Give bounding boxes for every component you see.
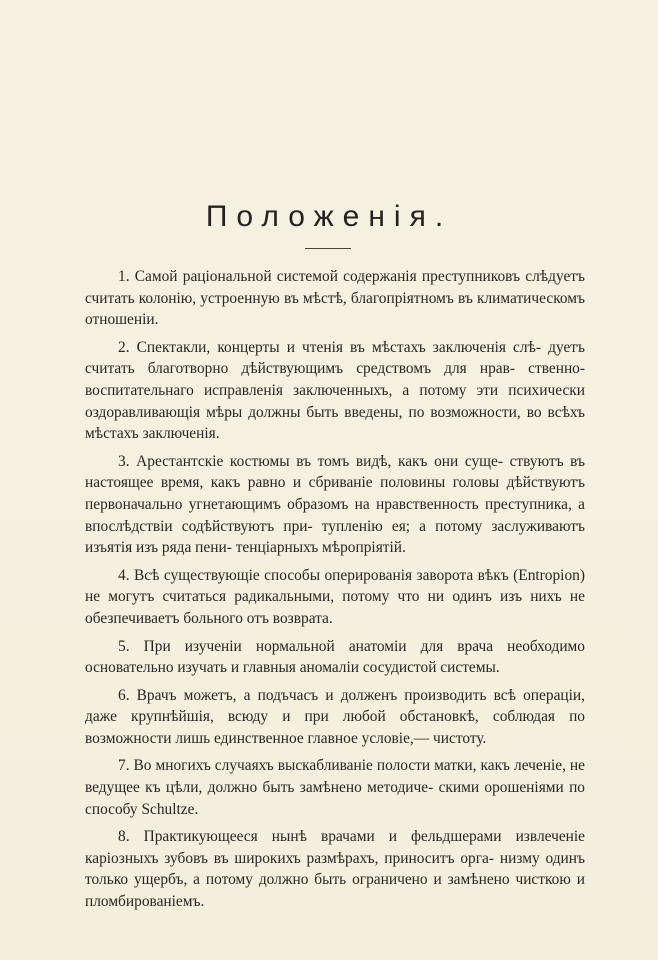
thesis-4 [85, 565, 585, 630]
title-rule [305, 248, 351, 249]
text-line: эти психически оздоравливающія мѣры должны быть введены, [85, 381, 585, 421]
text-line: головы дѣйствуютъ первоначально угнетающимъ образомъ на [85, 474, 585, 513]
text-line: 8. Практикующееся нынѣ врачами и фельдшерами извлеченіе [118, 828, 585, 846]
text-line: 6. Врачъ можетъ, а подъчасъ и долженъ производить всѣ [118, 686, 516, 704]
thesis-8 [85, 826, 585, 912]
text-line: 5. При изученіи нормальной анатоміи для врача необходимо [118, 637, 585, 655]
text-line: леченіе, не ведущее къ цѣли, должно быть замѣнено методиче- [85, 757, 585, 797]
text-line: ственно-воспитательнаго исправленія заключенныхъ, а потому [85, 360, 585, 399]
text-line: слѣдуетъ считать колонію, устроенную въ мѣстѣ, благопріятномъ [85, 268, 585, 307]
thesis-2 [85, 337, 585, 445]
text-line: нравственность преступника, а впослѣдствіи содѣйствуютъ при- [85, 495, 585, 535]
theses-body [85, 266, 585, 919]
page-title: Положенія. [205, 200, 453, 233]
thesis-5 [85, 636, 585, 679]
text-line: 3. Арестантскіе костюмы въ томъ видѣ, какъ они суще- [118, 452, 503, 470]
text-line: одинъ изъ нихъ не обезпечиваетъ больного отъ возврата. [85, 588, 585, 627]
text-line: и замѣнено чисткою и пломбированіемъ. [85, 871, 585, 911]
text-line: каріозныхъ зубовъ въ широкихъ размѣрахъ, приноситъ орга- [85, 849, 495, 867]
text-line: скими орошеніями по способу Schultze. [85, 779, 586, 818]
text-line: тенціарныхъ мѣропріятій. [235, 539, 406, 557]
text-line: 1. Самой раціональной системой содержанія преступниковъ [118, 268, 521, 285]
thesis-1 [85, 266, 585, 331]
thesis-3 [85, 451, 585, 559]
text-line: дуетъ считать благотворно дѣйствующимъ средствомъ для нрав- [85, 338, 585, 378]
text-line: низму одинъ только ущербъ, а потому должно быть ограничено [85, 849, 585, 889]
thesis-6 [85, 685, 585, 750]
text-line: чистоту. [433, 729, 487, 747]
thesis-7 [85, 755, 585, 820]
text-line: тупленію ея; а потому заслуживаютъ изъятія изъ ряда пени- [85, 517, 585, 557]
text-line: 7. Во многихъ случаяхъ выскабливаніе полости матки, какъ [118, 757, 511, 775]
text-line: 4. Всѣ существующіе способы оперированія заворота вѣкъ [118, 566, 509, 584]
text-line: операціи, даже крупнѣйшія, всюду и при любой обстановкѣ, [85, 686, 585, 726]
text-line: (Entropion) не могутъ считаться радикальными, потому что ни [85, 566, 585, 606]
text-line: въ климатическомъ отношеніи. [85, 289, 585, 329]
text-line: основательно изучать и главныя аномаліи сосудистой системы. [85, 659, 500, 677]
text-line: 2. Спектакли, концерты и чтенія въ мѣстахъ заключенія слѣ- [118, 338, 542, 356]
text-line: ствуютъ въ настоящее время, какъ равно и сбриваніе половины [85, 452, 585, 492]
text-line: соблюдая по возможности лишь единственное главное условіе,— [85, 708, 585, 747]
text-line: по возможности, во всѣхъ мѣстахъ заключенія. [85, 403, 585, 443]
